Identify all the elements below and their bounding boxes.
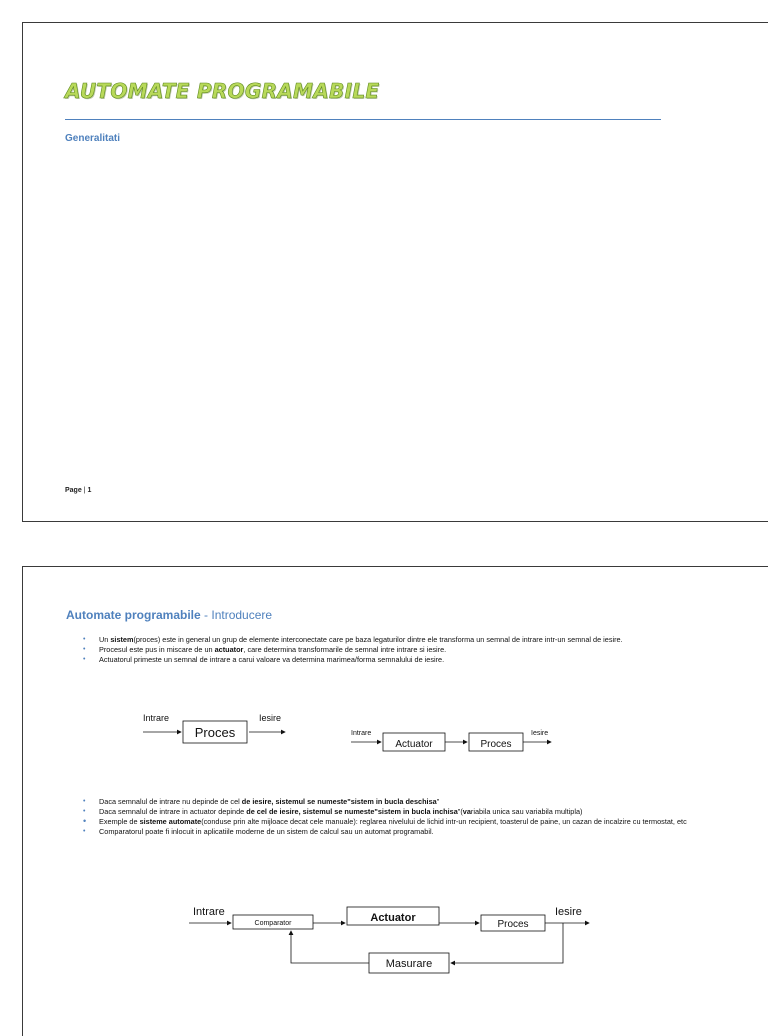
diagram-simple-process (141, 707, 311, 747)
d2-actuator-label: Actuator (395, 739, 433, 750)
bullet-text-bold: va (462, 807, 471, 816)
document-page-2 (22, 566, 768, 1036)
bullet-item (83, 645, 703, 655)
bullet-text: , care determina transformarile de semnal intre intrare si iesire. (243, 645, 447, 654)
bullet-dot-icon: • (83, 828, 86, 835)
bullet-text: riabila unica sau variabila multipla) (470, 807, 583, 816)
page-number-footer (65, 487, 91, 494)
intro-bullet-list (83, 635, 703, 665)
d1-output-label: Iesire (259, 713, 282, 723)
bullet-text: Daca semnalul de intrare in actuator depinde (99, 807, 247, 816)
bullet-text: Actuatorul primeste un semnal de intrare a carui valoare va determina marimea/forma semnalului de iesire. (99, 655, 445, 664)
d2-input-label: Intrare (351, 730, 372, 737)
section-heading (66, 608, 272, 622)
d3-actuator-label: Actuator (370, 912, 416, 924)
bullet-text: "( (457, 807, 463, 816)
bullet-item (83, 655, 703, 665)
diagram-closed-loop (183, 901, 603, 977)
bullet-dot-icon: • (83, 646, 86, 653)
title-divider (65, 119, 661, 120)
d3-output-label: Iesire (555, 906, 582, 918)
bullet-text: " (436, 797, 440, 806)
d3-masurare-label: Masurare (385, 958, 433, 970)
bullet-text-bold: sistem (110, 635, 134, 644)
d1-input-label: Intrare (143, 713, 170, 723)
bullet-text: Comparatorul poate fi inlocuit in aplicatiile moderne de un sistem de calcul sau un automat programabil. (99, 827, 434, 836)
bullet-text: Un (99, 635, 111, 644)
bullet-item (83, 635, 703, 645)
bullet-dot-icon: • (83, 656, 86, 663)
bullet-text-bold: de cel de iesire, sistemul se numeste"sistem in bucla inchisa (246, 807, 458, 816)
d2-output-label: Iesire (531, 730, 549, 737)
bullet-text: Daca semnalul de intrare nu depinde de cel (99, 797, 242, 806)
bullet-text: Exemple de (99, 817, 140, 826)
bullet-item (83, 797, 703, 807)
bullet-text: (conduse prin alte mijloace decat cele manuale): reglarea nivelului de lichid intr-un recipient, toasterul de paine, un cazan de incalzire cu termostat, etc (201, 817, 687, 826)
footer-separator: | (83, 487, 86, 494)
document-title: AUTOMATE PROGRAMABILE (65, 79, 380, 103)
d3-feedback-up-line (291, 931, 369, 963)
d2-proces-label: Proces (480, 739, 512, 750)
d3-comparator-label: Comparator (254, 920, 292, 927)
bullet-dot-icon: • (83, 798, 86, 805)
section-heading-rest: - Introducere (200, 608, 273, 622)
bullet-text-bold: actuator (214, 645, 244, 654)
d3-input-label: Intrare (193, 906, 225, 918)
bullet-dot-icon: • (83, 808, 86, 815)
bullet-dot-icon: • (83, 816, 87, 826)
d1-proces-label: Proces (194, 725, 236, 740)
bullet-item (83, 827, 703, 837)
bullet-item (83, 807, 703, 817)
section-heading-bold: Automate programabile (66, 608, 201, 622)
bullet-dot-icon: • (83, 636, 86, 643)
footer-page-number: 1 (87, 487, 92, 494)
bullet-item (83, 817, 703, 827)
document-subtitle: Generalitati (65, 133, 121, 144)
bullet-text: Procesul este pus in miscare de un (99, 645, 215, 654)
d3-proces-label: Proces (497, 919, 529, 930)
diagram-actuator-process (343, 725, 563, 759)
bullet-text: (proces) este in general un grup de elemente interconectate care pe baza legaturilor dintre ele transforma un semnal de intrare intr-un semnal de iesire. (133, 635, 623, 644)
footer-page-label: Page (65, 487, 82, 494)
document-page-1 (22, 22, 768, 522)
automation-bullet-list (83, 797, 703, 837)
bullet-text-bold: de iesire, sistemul se numeste"sistem in bucla deschisa (241, 797, 437, 806)
bullet-text-bold: sisteme automate (139, 817, 202, 826)
